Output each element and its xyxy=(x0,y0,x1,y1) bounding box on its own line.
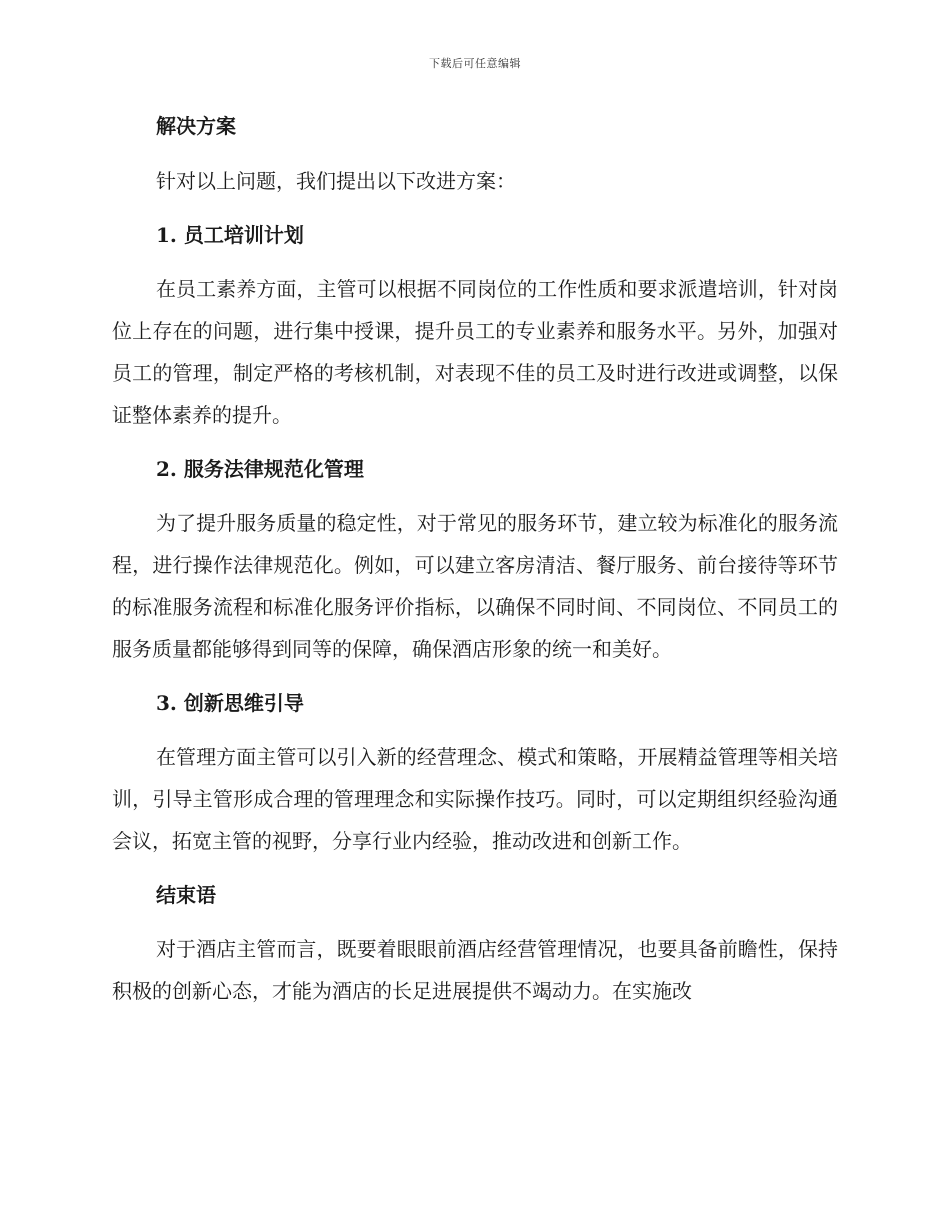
item-1-body: 在员工素养方面，主管可以根据不同岗位的工作性质和要求派遣培训，针对岗位上存在的问题，进行集中授课，提升员工的专业素养和服务水平。另外，加强对员工的管理，制定严格的考核机制，对表现不佳的员工及时进行改进或调整，以保证整体素养的提升。 xyxy=(112,277,838,427)
document-body xyxy=(112,104,838,1012)
header-note: 下载后可任意编辑 xyxy=(429,57,521,70)
item-1-title: 1. 员工培训计划 xyxy=(156,223,304,247)
item-2-body: 为了提升服务质量的稳定性，对于常见的服务环节，建立较为标准化的服务流程，进行操作法律规范化。例如，可以建立客房清洁、餐厅服务、前台接待等环节的标准服务流程和标准化服务评价指标，以确保不同时间、不同岗位、不同员工的服务质量都能够得到同等的保障，确保酒店形象的统一和美好。 xyxy=(112,511,838,661)
intro-paragraph: 针对以上问题，我们提出以下改进方案： xyxy=(156,169,516,193)
section-title: 解决方案 xyxy=(156,114,236,138)
item-3-body: 在管理方面主管可以引入新的经营理念、模式和策略，开展精益管理等相关培训，引导主管形成合理的管理理念和实际操作技巧。同时，可以定期组织经验沟通会议，拓宽主管的视野，分享行业内经验，推动改进和创新工作。 xyxy=(112,745,838,853)
item-3-title: 3. 创新思维引导 xyxy=(156,691,304,715)
conclusion-paragraph: 对于酒店主管而言，既要着眼眼前酒店经营管理情况，也要具备前瞻性，保持积极的创新心态，才能为酒店的长足进展提供不竭动力。在实施改 xyxy=(112,937,838,1003)
item-2-title: 2. 服务法律规范化管理 xyxy=(156,457,364,481)
conclusion-title: 结束语 xyxy=(156,883,216,907)
